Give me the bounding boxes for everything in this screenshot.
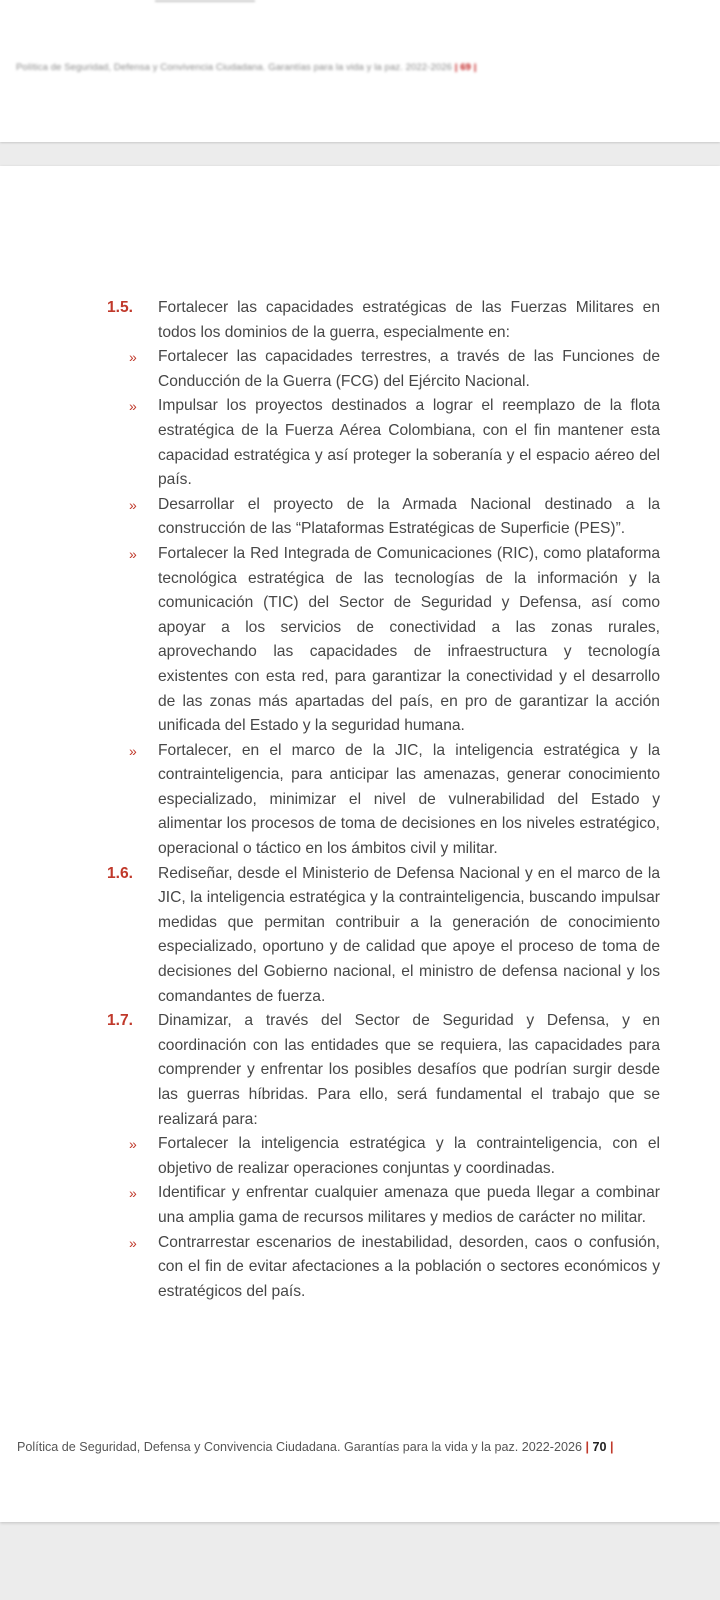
previous-page-number: 69 [460,62,472,73]
bullet-glyph: » [129,496,137,513]
item-number: 1.6. [107,864,134,882]
bullet-item [0,493,660,542]
item-text: Rediseñar, desde el Ministerio de Defensa Nacional y en el marco de la JIC, la inteligencia estratégica y la contrainteligencia, buscando impulsar medidas que permitan contribuir a la generación de conocimiento especializado, oportuno y de calidad que apoye el proceso de toma de decisiones del Gobierno nacional, el ministro de defensa nacional y los comandantes de fuerza. [158,864,660,1005]
bullet-text: Impulsar los proyectos destinados a lograr el reemplazo de la flota estratégica de la Fuerza Aérea Colombiana, con el fin mantener esta capacidad estratégica y así proteger la soberanía y el espacio aéreo del país. [158,397,660,489]
bullet-item [0,1231,660,1305]
page-content [0,296,720,1304]
document-page [0,166,720,1522]
item-number: 1.5. [107,299,134,316]
previous-page-footer-text: Política de Seguridad, Defensa y Convivencia Ciudadana. Garantías para la vida y la paz. 2022-2026 [16,62,452,73]
numbered-item [0,296,660,345]
footer-separator: | [610,1440,614,1454]
page-footer [17,1440,614,1454]
bullet-glyph: » [129,398,137,415]
page-number: 70 [592,1440,607,1454]
footer-separator: | [585,1440,590,1454]
item-text: Fortalecer las capacidades estratégicas de las Fuerzas Militares en todos los dominios de la guerra, especialmente en: [158,299,660,341]
bullet-glyph: » [129,1185,137,1202]
bullet-item [0,1181,660,1230]
bullet-text: Fortalecer la Red Integrada de Comunicaciones (RIC), como plataforma tecnológica estratégica de las tecnologías de la información y la comunicación (TIC) del Sector de Seguridad y Defensa, así como apoyar a los servicios de conectividad a las zonas rurales, aprovechando las capacidades de infraestructura y tecnología existentes con esta red, para garantizar la conectividad y el desarrollo de las zonas más apartadas del país, en pro de garantizar la acción unificada del Estado y la seguridad humana. [158,544,660,735]
bullet-text: Fortalecer la inteligencia estratégica y la contrainteligencia, con el objetivo de realizar operaciones conjuntas y coordinadas. [158,1135,660,1177]
previous-page-footer: Política de Seguridad, Defensa y Convivencia Ciudadana. Garantías para la vida y la paz. 2022-2026 | 69 | [16,62,477,73]
bullet-text: Fortalecer las capacidades terrestres, a través de las Funciones de Conducción de la Guerra (FCG) del Ejército Nacional. [158,348,660,390]
item-number: 1.7. [107,1012,134,1030]
bullet-glyph: » [129,349,137,366]
item-text: Dinamizar, a través del Sector de Seguridad y Defensa, y en coordinación con las entidades que se requiera, las capacidades para comprender y enfrentar los posibles desafíos que podrían surgir desde las guerras híbridas. Para ello, será fundamental el trabajo que se realizará para: [158,1012,660,1128]
bullet-text: Fortalecer, en el marco de la JIC, la inteligencia estratégica y la contrainteligencia, para anticipar las amenazas, generar conocimiento especializado, minimizar el nivel de vulnerabilidad del Estado y alimentar los procesos de toma de decisiones en los niveles estratégico, operacional o táctico en los ámbitos civil y militar. [158,741,660,858]
bullet-glyph: » [129,545,137,562]
bullet-text: Identificar y enfrentar cualquier amenaza que pueda llegar a combinar una amplia gama de recursos militares y medios de carácter no militar. [158,1184,660,1226]
bullet-item [0,394,660,492]
previous-page [0,0,720,142]
bullet-glyph: » [129,742,137,759]
numbered-item [0,862,660,1010]
previous-page-fragment [155,0,255,2]
numbered-item [0,1009,660,1132]
bullet-item [0,542,660,739]
bullet-text: Contrarrestar escenarios de inestabilidad, desorden, caos o confusión, con el fin de evitar afectaciones a la población o sectores económicos y estratégicos del país. [158,1233,660,1300]
bullet-item [0,345,660,394]
bullet-text: Desarrollar el proyecto de la Armada Nacional destinado a la construcción de las “Plataformas Estratégicas de Superficie (PES)”. [158,495,660,538]
bullet-item [0,1132,660,1181]
bullet-glyph: » [129,1136,137,1153]
bullet-glyph: » [129,1234,137,1251]
footer-text: Política de Seguridad, Defensa y Convivencia Ciudadana. Garantías para la vida y la paz. 2022-2026 [17,1440,582,1454]
bullet-item [0,739,660,862]
